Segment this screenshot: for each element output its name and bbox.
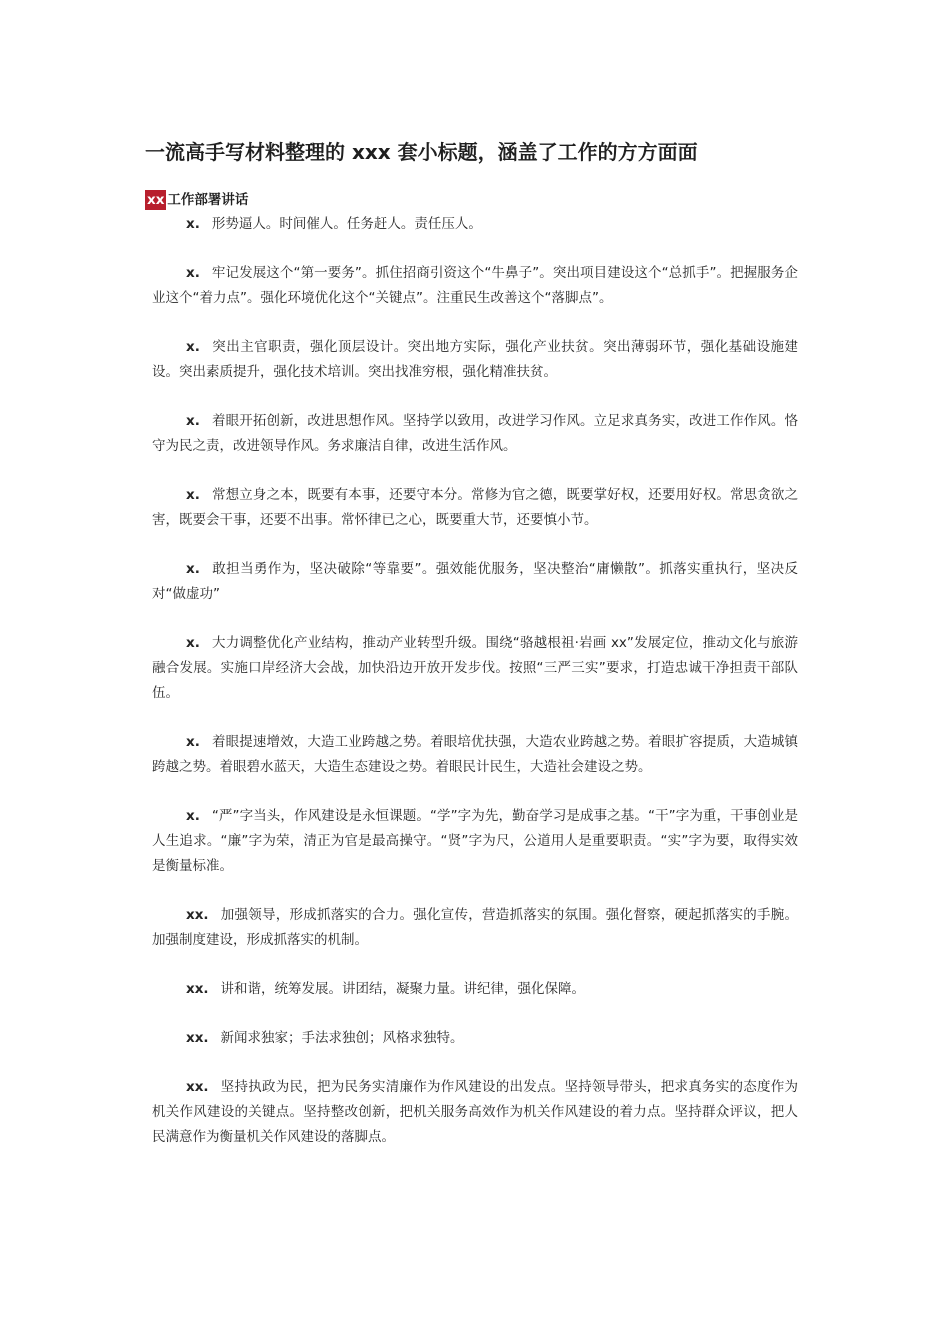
item-text: 新闻求独家；手法求独创；风格求独特。 [220,1030,464,1046]
item-number: x. [186,734,200,750]
item-text: 常想立身之本，既要有本事，还要守本分。常修为官之德，既要掌好权，还要用好权。常思贪欲之害，既要会干事，还要不出事。常怀律已之心，既要重大节，还要慎小节。 [152,487,798,528]
item-text: “严”字当头，作风建设是永恒课题。“学”字为先，勤奋学习是成事之基。“干”字为重，干事创业是人生追求。“廉”字为荣，清正为官是最高操守。“贤”字为尺，公道用人是重要职责。“实”字为要，取得实效是衡量标准。 [152,808,798,874]
item-text: 大力调整优化产业结构，推动产业转型升级。围绕“骆越根祖·岩画 xx”发展定位，推动文化与旅游融合发展。实施口岸经济大会战，加快沿边开放开发步伐。按照“三严三实”要求，打造忠诚干净担责干部队伍。 [152,635,798,701]
item-text: 讲和谐，统筹发展。讲团结，凝聚力量。讲纪律，强化保障。 [220,981,586,997]
item-number: x. [186,808,200,824]
section-label: 工作部署讲话 [167,192,249,208]
list-item [152,1026,798,1051]
item-number: x. [186,216,200,232]
item-number: x. [186,487,200,503]
list-item [152,261,798,311]
list-item [152,557,798,607]
item-text: 着眼开拓创新，改进思想作风。坚持学以致用，改进学习作风。立足求真务实，改进工作作风。恪守为民之责，改进领导作风。务求廉洁自律，改进生活作风。 [152,413,798,454]
item-number: x. [186,265,200,281]
document-title: 一流高手写材料整理的 xxx 套小标题，涵盖了工作的方方面面 [145,140,698,164]
item-number: xx. [186,981,209,997]
list-item [152,212,798,237]
item-text: 敢担当勇作为，坚决破除“等靠要”。强效能优服务，坚决整治“庸懒散”。抓落实重执行，坚决反对“做虚功” [152,561,798,602]
item-number: xx. [186,907,209,923]
item-text: 形势逼人。时间催人。任务赶人。责任压人。 [211,216,482,232]
item-text: 加强领导，形成抓落实的合力。强化宣传，营造抓落实的氛围。强化督察，硬起抓落实的手腕。加强制度建设，形成抓落实的机制。 [152,907,798,948]
item-number: xx. [186,1079,209,1095]
list-item [152,903,798,953]
item-text: 牢记发展这个“第一要务”。抓住招商引资这个“牛鼻子”。突出项目建设这个“总抓手”。把握服务企业这个“着力点”。强化环境优化这个“关键点”。注重民生改善这个“落脚点”。 [152,265,798,306]
list-item [152,631,798,706]
item-number: xx. [186,1030,209,1046]
list-item [152,977,798,1002]
item-number: x. [186,635,200,651]
item-number: x. [186,561,200,577]
item-number: x. [186,413,200,429]
item-text: 着眼提速增效，大造工业跨越之势。着眼培优扶强，大造农业跨越之势。着眼扩容提质，大造城镇跨越之势。着眼碧水蓝天，大造生态建设之势。着眼民计民生，大造社会建设之势。 [152,734,798,775]
list-item [152,483,798,533]
section-heading [145,190,248,210]
item-number: x. [186,339,200,355]
list-item [152,804,798,879]
list-item [152,730,798,780]
list-item [152,335,798,385]
item-text: 坚持执政为民，把为民务实清廉作为作风建设的出发点。坚持领导带头，把求真务实的态度作为机关作风建设的关键点。坚持整改创新，把机关服务高效作为机关作风建设的着力点。坚持群众评议，把人民满意作为衡量机关作风建设的落脚点。 [152,1079,798,1145]
list-item [152,1075,798,1150]
item-text: 突出主官职责，强化顶层设计。突出地方实际，强化产业扶贫。突出薄弱环节，强化基础设施建设。突出素质提升，强化技术培训。突出找准穷根，强化精准扶贫。 [152,339,798,380]
item-list [152,212,798,1174]
section-tag: xx [147,192,165,208]
list-item [152,409,798,459]
